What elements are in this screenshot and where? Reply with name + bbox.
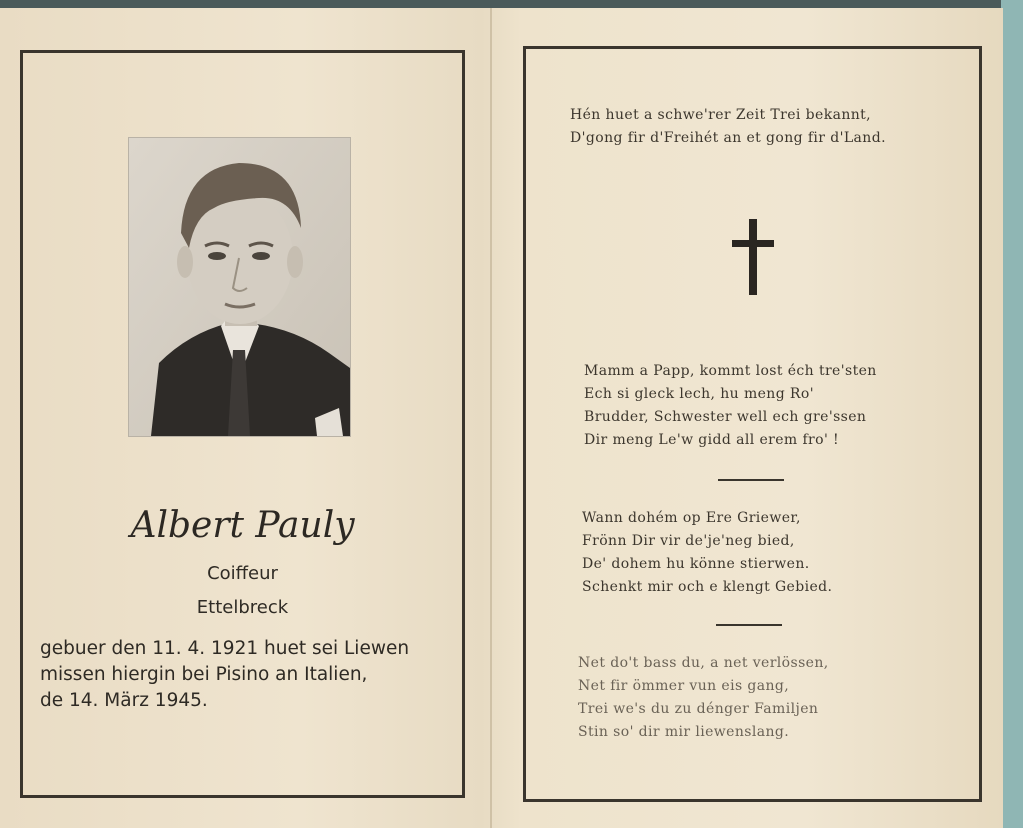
verse-line: Net do't bass du, a net verlössen,: [578, 655, 829, 671]
occupation: Coiffeur: [207, 563, 278, 584]
verse-line: Frönn Dir vir de'je'neg bied,: [582, 533, 795, 549]
stanza-divider: [718, 479, 784, 481]
verse-line: Trei we's du zu dénger Familjen: [578, 701, 819, 717]
verse-stanza-2: [582, 507, 832, 599]
intro-verse: [570, 104, 886, 150]
verse-line: D'gong fir d'Freihét an et gong fir d'Land.: [570, 130, 886, 146]
bio-line: de 14. März 1945.: [40, 690, 208, 711]
verse-line: Brudder, Schwester well ech gre'ssen: [584, 409, 867, 425]
biography-text: [40, 636, 440, 714]
card-fold: [490, 8, 492, 828]
verse-stanza-3: [578, 652, 829, 744]
bio-line: missen hiergin bei Pisino an Italien,: [40, 664, 368, 685]
hometown: Ettelbreck: [196, 597, 289, 618]
background-right-edge: [1001, 0, 1023, 828]
verse-line: De' dohem hu könne stierwen.: [582, 556, 810, 572]
verse-line: Mamm a Papp, kommt lost éch tre'sten: [584, 363, 877, 379]
cross-icon: [732, 219, 774, 295]
verse-line: Ech si gleck lech, hu meng Ro': [584, 386, 814, 402]
portrait-illustration: [129, 138, 350, 436]
verse-line: Hén huet a schwe'rer Zeit Trei bekannt,: [570, 107, 872, 123]
verse-line: Net fir ömmer vun eis gang,: [578, 678, 790, 694]
verse-line: Wann dohém op Ere Griewer,: [582, 510, 801, 526]
verse-stanza-1: [584, 360, 877, 452]
deceased-name: Albert Pauly: [130, 505, 355, 546]
portrait-photo: [128, 137, 351, 437]
bio-line: gebuer den 11. 4. 1921 huet sei Liewen: [40, 638, 410, 659]
verse-line: Schenkt mir och e klengt Gebied.: [582, 579, 833, 595]
stanza-divider: [716, 624, 782, 626]
verse-line: Stin so' dir mir liewenslang.: [578, 724, 790, 740]
verse-line: Dir meng Le'w gidd all erem fro' !: [584, 432, 840, 448]
background-top-edge: [0, 0, 1023, 8]
